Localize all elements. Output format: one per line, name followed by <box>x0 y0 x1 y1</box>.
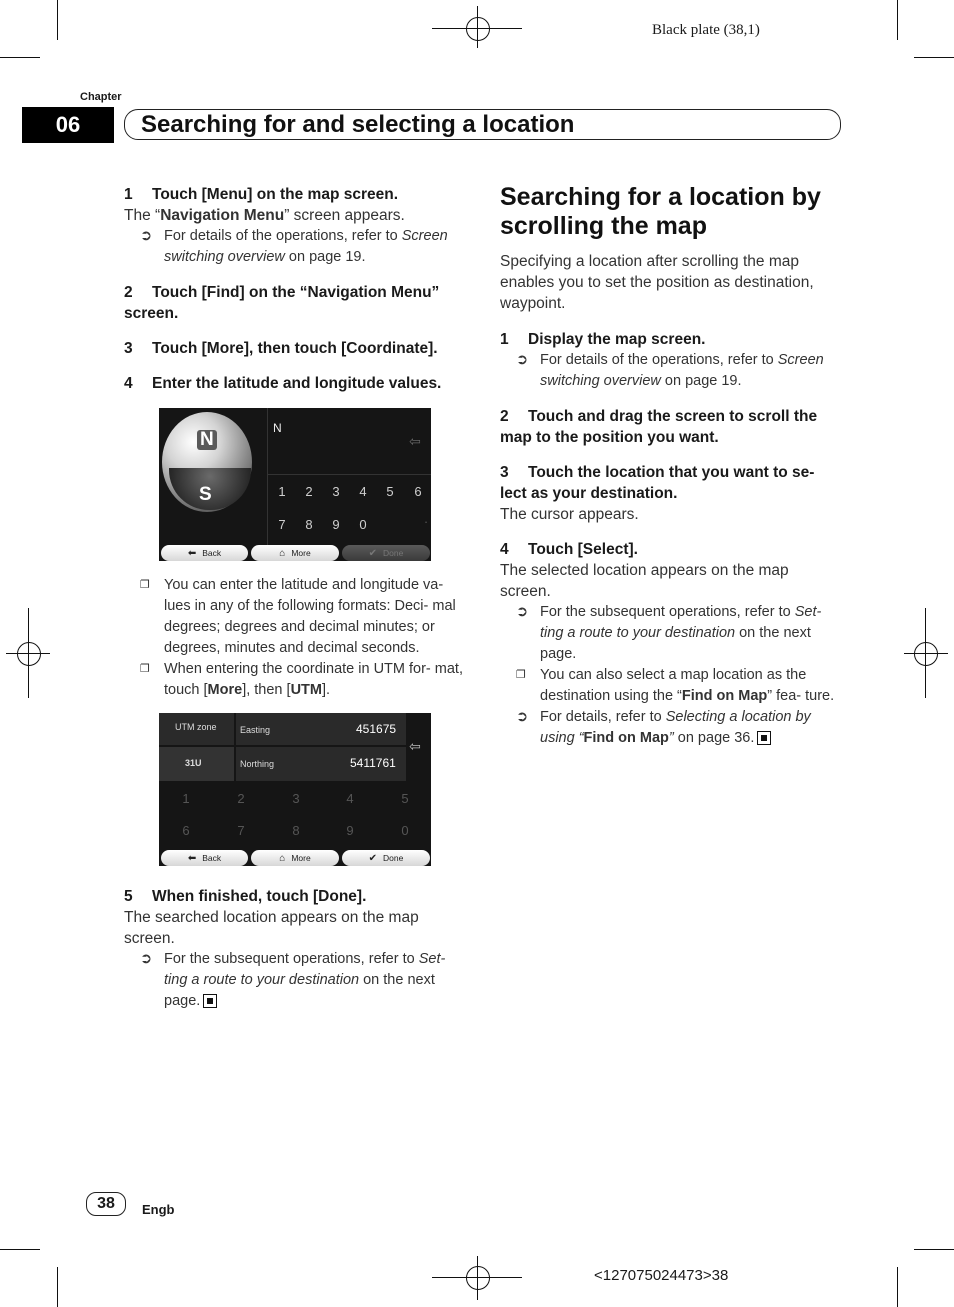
step-text: The cursor appears. <box>500 506 639 523</box>
step-title: 3 Touch the location that you want to se- lect as your destination. <box>500 464 815 502</box>
step-text: The selected location appears on the map screen. <box>500 562 789 600</box>
back-button[interactable]: ⬅ Back <box>161 545 248 561</box>
keypad-key-9[interactable]: 9 <box>346 823 354 838</box>
page-number: 38 <box>86 1192 126 1216</box>
keypad-key-5[interactable]: 5 <box>386 484 394 499</box>
chapter-label: Chapter <box>80 91 122 103</box>
globe-south-label: S <box>199 484 212 505</box>
crop-mark <box>0 57 40 58</box>
box-note-icon: ❐ <box>516 669 526 681</box>
note-item: ❐ You can enter the latitude and longitude va- lues in any of the following formats: Deci- mal degrees; degrees and decimal minutes; or degrees, minutes and decimal seconds. <box>140 577 456 656</box>
step-title: 3 Touch [More], then touch [Coordinate]. <box>124 340 438 357</box>
key-disabled: · <box>423 514 429 529</box>
check-icon: ✔ <box>368 852 378 864</box>
language-code: Engb <box>142 1202 175 1217</box>
keypad-key-2[interactable]: 2 <box>305 484 313 499</box>
box-note-icon: ❐ <box>140 579 150 591</box>
crop-mark <box>914 1249 954 1250</box>
back-arrow-icon: ⬅ <box>187 852 197 864</box>
home-icon: ⌂ <box>279 547 286 559</box>
keypad-key-2[interactable]: 2 <box>237 791 245 806</box>
note-item: ❐ You can also select a map location as the destination using the “Find on Map” fea- ture. <box>516 667 835 704</box>
check-icon: ✔ <box>368 547 378 559</box>
arrow-note-icon: ➲ <box>140 228 153 244</box>
arrow-note-icon: ➲ <box>516 352 529 368</box>
left-notes <box>124 575 468 701</box>
keypad-key-6[interactable]: 6 <box>182 823 190 838</box>
note-item: ➲ For details of the operations, refer to Screen switching overview on page 19. <box>140 228 448 265</box>
chapter-number: 06 <box>22 107 114 143</box>
easting-field[interactable]: 451675 <box>356 722 397 736</box>
keypad-key-8[interactable]: 8 <box>305 517 313 532</box>
keypad-key-6[interactable]: 6 <box>414 484 422 499</box>
globe-north-label: N <box>197 430 217 450</box>
keypad-key-4[interactable]: 4 <box>346 791 354 806</box>
note-item: ➲ For the subsequent operations, refer to Set- ting a route to your destination on the next page. <box>516 604 822 662</box>
intro-text: Specifying a location after scrolling the map enables you to set the position as destination, waypoint. <box>500 253 814 312</box>
keypad-key-3[interactable]: 3 <box>332 484 340 499</box>
crop-mark <box>914 57 954 58</box>
crop-mark <box>897 0 898 40</box>
crop-mark <box>57 1267 58 1307</box>
crop-mark <box>57 0 58 40</box>
end-mark-icon <box>203 994 217 1008</box>
keypad-key-4[interactable]: 4 <box>359 484 367 499</box>
backspace-icon[interactable]: ⇦ <box>409 738 421 754</box>
done-button[interactable]: ✔ Done <box>342 545 430 561</box>
keypad-key-3[interactable]: 3 <box>292 791 300 806</box>
more-button[interactable]: ⌂ More <box>251 545 339 561</box>
crop-mark <box>897 1267 898 1307</box>
note-item: ➲ For the subsequent operations, refer to Set- ting a route to your destination on the next page. <box>140 951 446 1009</box>
right-column <box>500 183 840 749</box>
coordinate-entry-screenshot <box>159 408 431 561</box>
northing-field[interactable]: 5411761 <box>350 756 396 770</box>
step-title: 1 Display the map screen. <box>500 331 706 348</box>
utm-zone-value[interactable]: 31U <box>185 758 202 768</box>
left-step5 <box>124 886 468 1012</box>
plate-label: Black plate (38,1) <box>652 22 760 38</box>
keypad-key-0[interactable]: 0 <box>359 517 367 532</box>
home-icon: ⌂ <box>279 852 286 864</box>
step-title: 2 Touch [Find] on the “Navigation Menu” screen. <box>124 284 440 322</box>
done-button[interactable]: ✔ Done <box>342 850 430 866</box>
step-text: The “Navigation Menu” screen appears. <box>124 207 405 224</box>
section-heading: Searching for a location by scrolling the map <box>500 183 821 240</box>
utm-zone-label: UTM zone <box>175 722 217 732</box>
left-column <box>124 184 468 394</box>
registration-circle <box>466 17 490 41</box>
step-title: 5 When finished, touch [Done]. <box>124 888 367 905</box>
box-note-icon: ❐ <box>140 663 150 675</box>
keypad-key-1[interactable]: 1 <box>278 484 286 499</box>
keypad-key-0[interactable]: 0 <box>401 823 409 838</box>
arrow-note-icon: ➲ <box>516 709 529 725</box>
note-item: ❐ When entering the coordinate in UTM for- mat, touch [More], then [UTM]. <box>140 661 463 698</box>
registration-circle <box>466 1266 490 1290</box>
step-title: 4 Touch [Select]. <box>500 541 638 558</box>
note-item: ➲ For details, refer to Selecting a location by using “Find on Map” on page 36. <box>516 709 811 746</box>
crop-mark <box>0 1249 40 1250</box>
arrow-note-icon: ➲ <box>516 604 529 620</box>
backspace-icon[interactable]: ⇦ <box>409 433 421 449</box>
northing-label: Northing <box>240 759 275 769</box>
back-button[interactable]: ⬅ Back <box>161 850 248 866</box>
step-title: 1 Touch [Menu] on the map screen. <box>124 186 399 203</box>
chapter-title: Searching for and selecting a location <box>124 109 841 140</box>
step-title: 4 Enter the latitude and longitude values. <box>124 375 442 392</box>
arrow-note-icon: ➲ <box>140 951 153 967</box>
keypad-key-9[interactable]: 9 <box>332 517 340 532</box>
utm-entry-screenshot <box>159 713 431 866</box>
registration-circle <box>17 642 41 666</box>
document-code: <127075024473>38 <box>594 1267 729 1284</box>
back-arrow-icon: ⬅ <box>187 547 197 559</box>
keypad-key-8[interactable]: 8 <box>292 823 300 838</box>
step-title: 2 Touch and drag the screen to scroll the map to the position you want. <box>500 408 818 446</box>
keypad-key-1[interactable]: 1 <box>182 791 190 806</box>
step-text: The searched location appears on the map screen. <box>124 909 419 947</box>
keypad-key-7[interactable]: 7 <box>237 823 245 838</box>
more-button[interactable]: ⌂ More <box>251 850 339 866</box>
coordinate-input[interactable]: N <box>273 421 282 435</box>
end-mark-icon <box>757 731 771 745</box>
keypad-key-7[interactable]: 7 <box>278 517 286 532</box>
note-item: ➲ For details of the operations, refer to Screen switching overview on page 19. <box>516 352 824 389</box>
keypad-key-5[interactable]: 5 <box>401 791 409 806</box>
easting-label: Easting <box>240 725 271 735</box>
registration-circle <box>914 642 938 666</box>
